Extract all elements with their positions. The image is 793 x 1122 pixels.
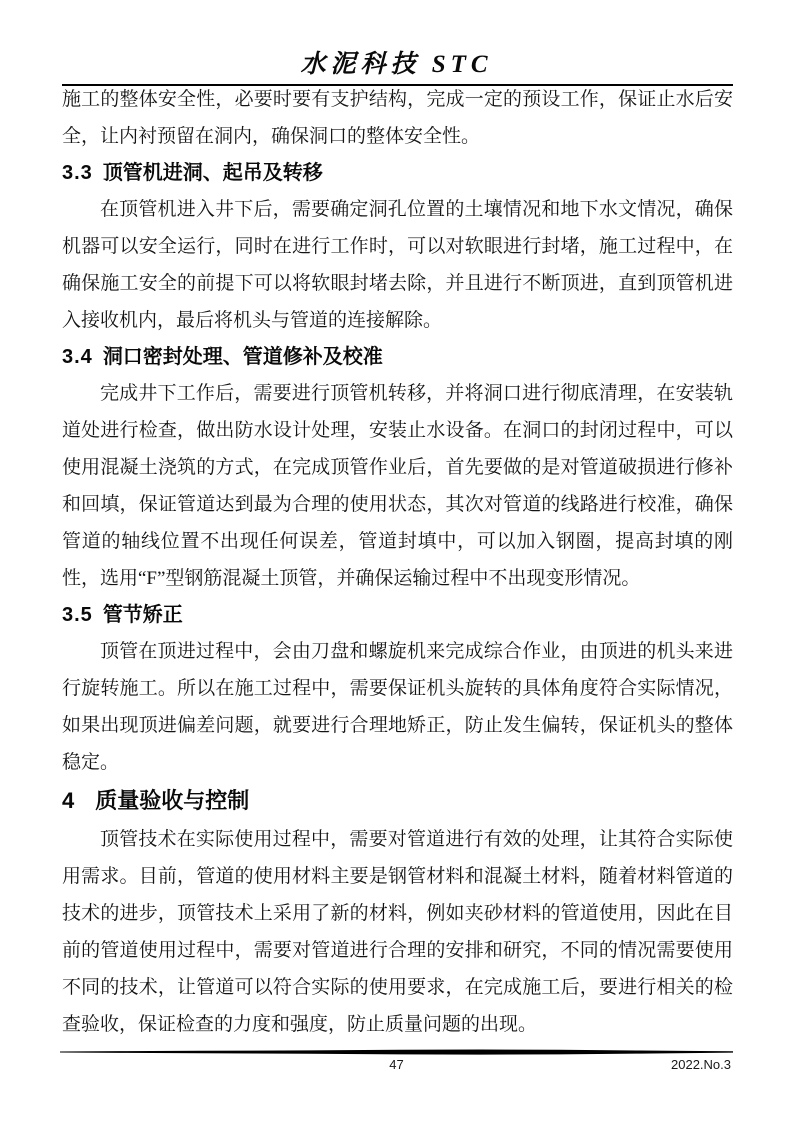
document-body (62, 81, 733, 1043)
section-title: 洞口密封处理、管道修补及校准 (102, 346, 383, 368)
section-number: 3.3 (62, 162, 93, 184)
section-paragraph-3-4: 完成井下工作后，需要进行顶管机转移，并将洞口进行彻底清理，在安装轨道处进行检查，做出防水设计处理，安装止水设备。在洞口的封闭过程中，可以使用混凝土浇筑的方式，在完成顶管作业后，首先要做的是对管道破损进行修补和回填，保证管道达到最为合理的使用状态，其次对管道的线路进行校准，确保管道的轴线位置不出现任何误差，管道封填中，可以加入钢圈，提高封填的刚性，选用“F”型钢筋混凝土顶管，并确保运输过程中不出现变形情况。 (62, 383, 733, 589)
section-number: 4 (62, 788, 76, 813)
section-title: 顶管机进洞、起吊及转移 (102, 162, 323, 184)
page-number: 47 (389, 1057, 404, 1072)
footer-divider-bar (60, 1048, 733, 1056)
section-heading-4 (62, 781, 733, 821)
section-paragraph-3-5: 顶管在顶进过程中，会由刀盘和螺旋机来完成综合作业，由顶进的机头来进行旋转施工。所以在施工过程中，需要保证机头旋转的具体角度符合实际情况，如果出现顶进偏差问题，就要进行合理地矫正，防止发生偏转，保证机头的整体稳定。 (62, 641, 733, 773)
section-number: 3.4 (62, 346, 93, 368)
section-number: 3.5 (62, 604, 93, 626)
journal-title: 水泥科技 STC (300, 51, 493, 78)
continuation-paragraph: 施工的整体安全性，必要时要有支护结构，完成一定的预设工作，保证止水后安全，让内衬预留在洞内，确保洞口的整体安全性。 (62, 89, 733, 147)
section-title: 质量验收与控制 (95, 788, 250, 813)
section-heading-3-5 (62, 597, 733, 633)
section-heading-3-4 (62, 339, 733, 375)
issue-label: 2022.No.3 (671, 1057, 731, 1072)
section-paragraph-4: 顶管技术在实际使用过程中，需要对管道进行有效的处理，让其符合实际使用需求。目前，管道的使用材料主要是钢管材料和混凝土材料，随着材料管道的技术的进步，顶管技术上采用了新的材料，例如夹砂材料的管道使用，因此在目前的管道使用过程中，需要对管道进行合理的安排和研究，不同的情况需要使用不同的技术，让管道可以符合实际的使用要求，在完成施工后，要进行相关的检查验收，保证检查的力度和强度，防止质量问题的出现。 (62, 829, 733, 1035)
section-paragraph-3-3: 在顶管机进入井下后，需要确定洞孔位置的土壤情况和地下水文情况，确保机器可以安全运行，同时在进行工作时，可以对软眼进行封堵，施工过程中，在确保施工安全的前提下可以将软眼封堵去除，并且进行不断顶进，直到顶管机进入接收机内，最后将机头与管道的连接解除。 (62, 199, 733, 331)
section-title: 管节矫正 (102, 604, 183, 626)
section-heading-3-3 (62, 155, 733, 191)
tapered-rule-shape (60, 1048, 733, 1056)
